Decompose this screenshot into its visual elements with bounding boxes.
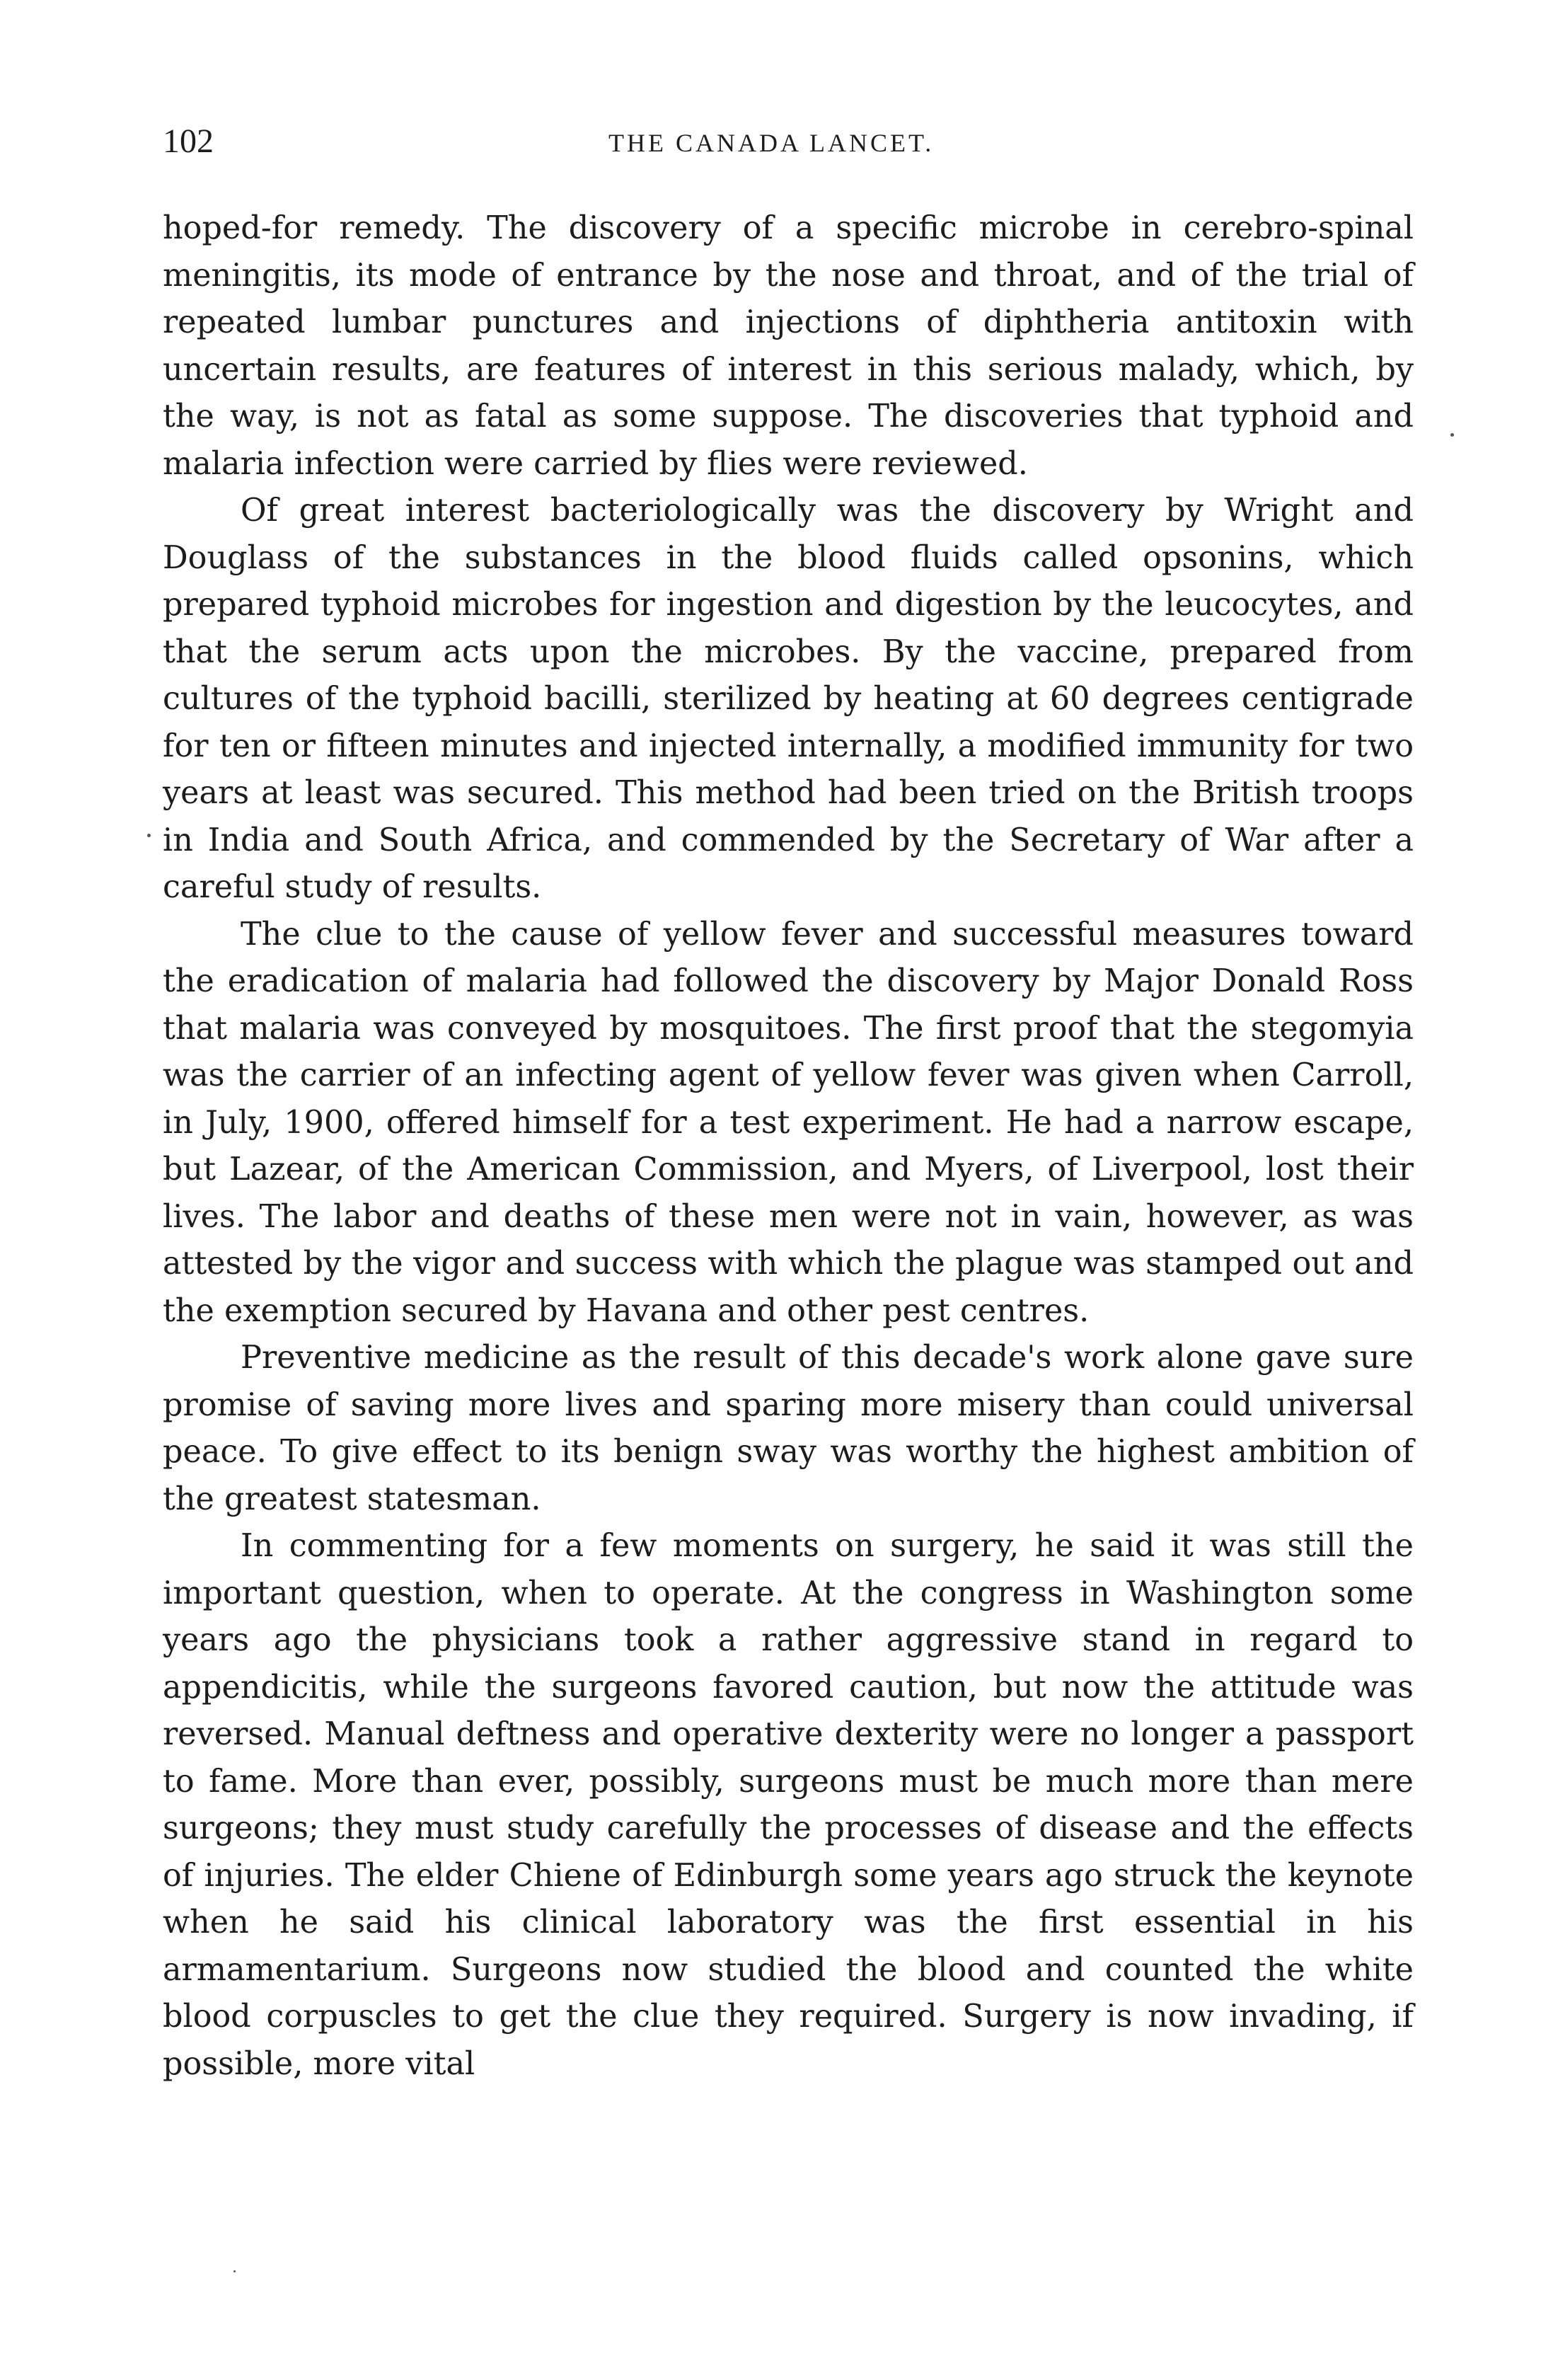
paper-speck [1450, 433, 1454, 437]
running-head [163, 119, 1415, 164]
paper-speck [233, 2270, 236, 2272]
page-number: 102 [163, 122, 214, 160]
paragraph-preventive-medicine: Preventive medicine as the result of this decade's work alone gave sure promise of saving more lives and sparing more misery than could universal peace. To give effect to its benign sway was worthy the highest ambition of the greatest statesman. [163, 1340, 1414, 1517]
article-body [163, 205, 1414, 2088]
journal-title: THE CANADA LANCET. [608, 129, 935, 157]
paragraph-opsonins: Of great interest bacteriologically was the discovery by Wright and Douglass of the substances in the blood fluids called opsonins, which prepared typhoid microbes for ingestion and digestion by the leucocytes, and that the serum acts upon the microbes. By the vaccine, prepared from cultures of the typhoid bacilli, sterilized by heating at 60 degrees centigrade for ten or fifteen minutes and injected internally, a modified immunity for two years at least was secured. This method had been tried on the British troops in India and South Africa, and commended by the Secretary of War after a careful study of results. [163, 493, 1414, 905]
paper-speck [147, 834, 151, 837]
paragraph-yellow-fever: The clue to the cause of yellow fever and successful measures toward the eradication of malaria had followed the discovery by Major Donald Ross that malaria was conveyed by mosquitoes. The first proof that the stegomyia was the carrier of an infecting agent of yellow fever was given when Carroll, in July, 1900, offered himself for a test experiment. He had a narrow escape, but Lazear, of the American Commission, and Myers, of Liverpool, lost their lives. The labor and deaths of these men were not in vain, however, as was attested by the vigor and success with which the plague was stamped out and the exemption secured by Havana and other pest centres. [163, 916, 1414, 1329]
paragraph-surgery: In commenting for a few moments on surgery, he said it was still the important question, when to operate. At the congress in Washington some years ago the physicians took a rather aggressive stand in regard to appendicitis, while the surgeons favored caution, but now the attitude was reversed. Manual deftness and operative dexterity were no longer a passport to fame. More than ever, possibly, surgeons must be much more than mere surgeons; they must study carefully the processes of disease and the effects of injuries. The elder Chiene of Edinburgh some years ago struck the keynote when he said his clinical laboratory was the first essential in his armamentarium. Surgeons now studied the blood and counted the white blood corpuscles to get the clue they required. Surgery is now invading, if possible, more vital [163, 1528, 1414, 2082]
paragraph-continuation: hoped-for remedy. The discovery of a specific microbe in cerebro-spinal meningitis, its mode of entrance by the nose and throat, and of the trial of repeated lumbar punctures and injections of diphtheria antitoxin with uncertain results, are features of interest in this serious malady, which, by the way, is not as fatal as some suppose. The discoveries that typhoid and malaria infection were carried by flies were reviewed. [163, 210, 1414, 482]
